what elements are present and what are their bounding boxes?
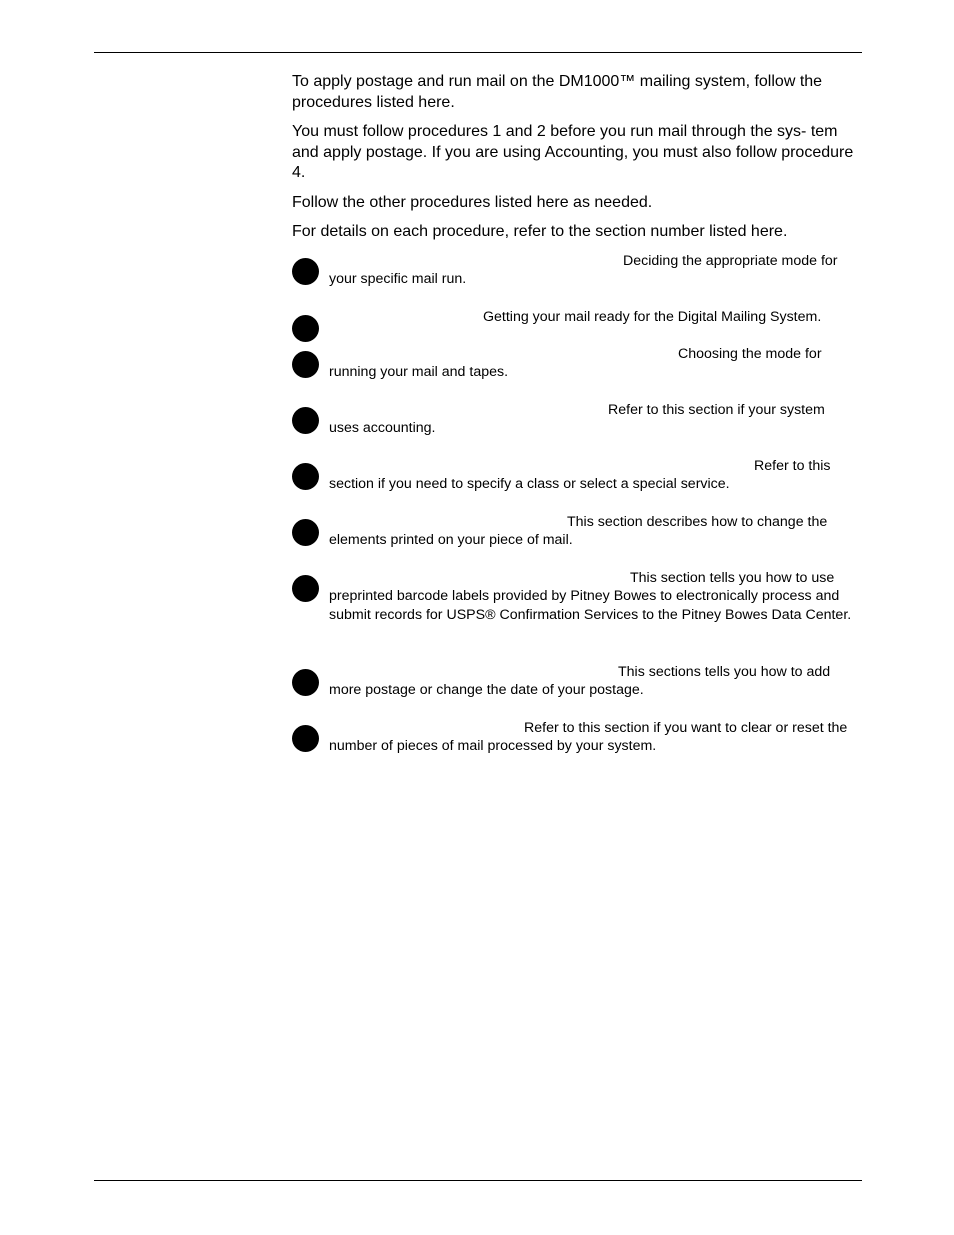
procedure-description: Choosing the mode for running your mail and tapes.	[329, 345, 822, 381]
procedure-item-4	[292, 401, 858, 457]
procedure-description: Refer to this section if you want to clear or reset the number of pieces of mail processed by your system.	[329, 719, 848, 755]
procedure-bullet-icon	[292, 315, 319, 342]
procedure-item-6	[292, 513, 858, 569]
procedure-description: This section tells you how to use preprinted barcode labels provided by Pitney Bowes to electronically process and submit records for USPS® Confirmation Services to the Pitney Bowes Data Center.	[329, 569, 852, 624]
procedure-item-7	[292, 569, 858, 663]
header-rule	[94, 52, 862, 53]
procedure-bullet-icon	[292, 258, 319, 285]
procedure-bullet-icon	[292, 519, 319, 546]
procedure-item-2	[292, 308, 858, 345]
procedure-description: Getting your mail ready for the Digital Mailing System.	[483, 308, 822, 325]
procedure-description: Refer to this section if your system uses accounting.	[329, 401, 825, 437]
procedure-item-8	[292, 663, 858, 719]
intro-paragraph-2: You must follow procedures 1 and 2 before you run mail through the sys- tem and apply postage. If you are using Accounting, you must also follow procedure 4.	[292, 123, 854, 181]
intro-paragraph-4: For details on each procedure, refer to the section number listed here.	[292, 223, 788, 240]
procedure-bullet-icon	[292, 463, 319, 490]
procedure-list	[292, 252, 858, 775]
intro-paragraph-1: To apply postage and run mail on the DM1000™ mailing system, follow the procedures listed here.	[292, 73, 823, 111]
procedure-item-1	[292, 252, 858, 308]
procedure-description: Refer to this section if you need to specify a class or select a special service.	[329, 457, 831, 493]
main-content	[292, 72, 858, 775]
procedure-item-3	[292, 345, 858, 401]
procedure-bullet-icon	[292, 351, 319, 378]
procedure-item-9	[292, 719, 858, 775]
procedure-description: This section describes how to change the elements printed on your piece of mail.	[329, 513, 828, 549]
intro-paragraph-3: Follow the other procedures listed here as needed.	[292, 193, 653, 211]
footer-rule	[94, 1180, 862, 1181]
procedure-bullet-icon	[292, 575, 319, 602]
procedure-description: Deciding the appropriate mode for your specific mail run.	[329, 252, 838, 288]
procedure-item-5	[292, 457, 858, 513]
procedure-bullet-icon	[292, 725, 319, 752]
procedure-bullet-icon	[292, 407, 319, 434]
procedure-description: This sections tells you how to add more postage or change the date of your postage.	[329, 663, 831, 699]
procedure-bullet-icon	[292, 669, 319, 696]
